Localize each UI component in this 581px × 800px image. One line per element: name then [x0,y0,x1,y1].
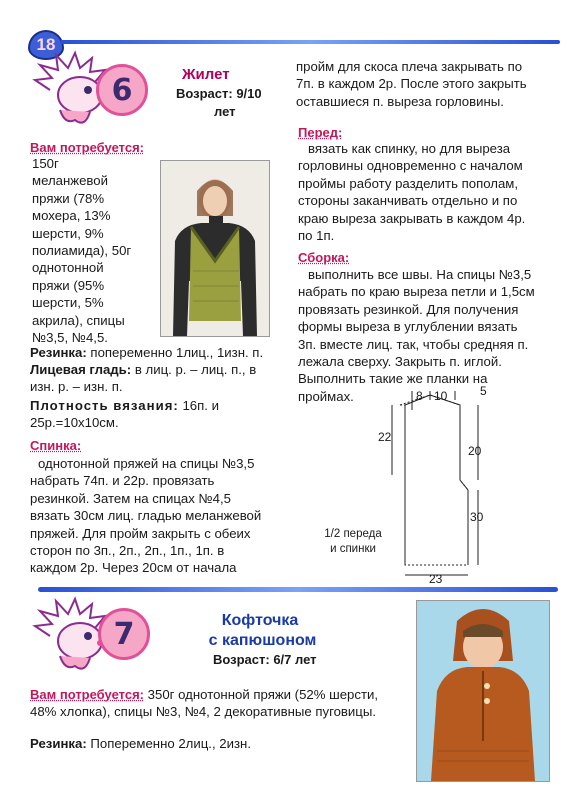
front-line: проймы работу разделить пополам, [298,175,519,191]
density-label: Плотность вязания: [30,398,179,413]
back-cont-line: оставшиеся п. выреза горловины. [296,93,504,109]
diagram-caption-line: и спинки [330,543,376,555]
hoodie-model-photo [416,600,550,782]
section7-title-line1: Кофточка [221,612,299,629]
stockinette-label: Лицевая гладь: [30,362,132,377]
back-cont-line: 7п. в каждом 2р. После этого закрыть [296,76,527,92]
stockinette-block [30,361,292,396]
rib-label-7: Резинка: [30,736,87,751]
back-line: сторон по 3п., 2п., 2п., 1п., 1п. в [30,543,225,559]
materials-line: пряжи (95% [32,277,105,293]
vest-model-photo [160,160,270,337]
section6-age-line2: лет [214,104,236,119]
density-block [30,397,292,432]
back-line: пряжей. Для пройм закрыть с обеих [30,525,251,541]
assembly-line: набрать по краю выреза петли и 1,5см [298,284,535,300]
materials-text-7: 350г однотонной пряжи (52% шерсти, [144,687,379,702]
back-line: однотонной пряжей на спицы №3,5 [38,456,255,471]
back-line: резинкой. Затем на спицах №4,5 [30,490,231,506]
back-instructions [30,455,292,577]
materials-line: полиамида), 50г [32,243,132,259]
materials-line: однотонной [32,260,104,276]
stockinette-text: в лиц. р. – лиц. п., в [131,362,257,377]
stockinette-text-2: изн. р. – изн. п. [30,379,123,395]
back-line: набрать 74п. и 22р. провязать [30,473,215,489]
top-divider [60,40,560,44]
diagram-label-20: 20 [468,444,482,458]
diagram-label-23: 23 [429,572,443,586]
diagram-caption-line: 1/2 переда [324,528,382,540]
section-number-7: 7 [98,608,150,660]
back-line: каждом 2р. Через 20см от начала [30,560,237,576]
diagram-label-22: 22 [378,430,392,444]
back-cont-line: пройм для скоса плеча закрывать по [296,59,523,74]
density-text: 16п. и [178,398,219,413]
density-text-2: 25р.=10x10см. [30,415,119,431]
section7-title-line2: с капюшоном [208,632,317,649]
materials-line: меланжевой [32,173,108,189]
section7-age: Возраст: 6/7 лет [213,652,317,667]
materials-line: 150г [32,156,59,171]
rib-text: попеременно 1лиц., 1изн. п. [86,345,264,360]
rib-line-7 [30,735,410,752]
diagram-label-8: 8 [416,389,423,403]
back-heading: Спинка: [30,438,82,453]
section6-title: Жилет [182,66,230,83]
front-line: стороны заканчивать отдельно и по [298,193,518,209]
back-line: вязать 30см лиц. гладью меланжевой [30,508,262,524]
diagram-label-5: 5 [480,384,487,398]
front-instructions [298,140,556,244]
assembly-line: проймах. [298,388,354,404]
rib-line-6 [30,344,292,361]
rib-text-7: Попеременно 2лиц., 2изн. [86,736,251,751]
assembly-line: провязать резинкой. Для получения [298,301,519,317]
diagram-caption [312,527,394,557]
assembly-line: формы выреза в углублении вязать [298,319,518,335]
diagram-label-10: 10 [434,389,448,403]
front-heading: Перед: [298,125,343,140]
front-line: краю выреза закрывать в каждом 4р. [298,210,526,226]
assembly-heading: Сборка: [298,250,350,265]
materials-line: акрила), спицы [32,312,125,328]
materials-text-7b: 48% хлопка), спицы №3, №4, 2 декоративные пуговицы. [30,704,376,720]
materials-line: мохера, 13% [32,208,111,224]
materials-heading-7: Вам потребуется: [30,687,144,702]
front-line: по 1п. [298,228,335,244]
materials-block-7 [30,686,410,721]
materials-line: шерсти, 5% [32,295,104,311]
rib-label: Резинка: [30,345,87,360]
materials-line: №3,5, №4,5. [32,330,108,346]
assembly-line: Выполнить такие же планки на [298,371,488,387]
materials-heading-6: Вам потребуется: [30,140,144,155]
front-line: горловины одновременно с началом [298,158,523,174]
page-number-badge: 18 [28,30,64,60]
front-line: вязать как спинку, но для выреза [308,141,511,156]
materials-line: пряжи (78% [32,190,105,206]
section-divider [38,587,558,592]
materials-list-6 [32,155,172,346]
assembly-line: 3п. вместе лиц. так, чтобы средняя п. [298,336,529,352]
back-continuation [296,58,558,110]
assembly-line: выполнить все швы. На спицы №3,5 [308,267,532,282]
diagram-label-30: 30 [470,510,484,524]
section-number-6: 6 [96,64,148,116]
section6-age-line1: Возраст: 9/10 [176,86,262,101]
materials-line: шерсти, 9% [32,225,104,241]
assembly-line: лежала сверху. Закрыть п. иглой. [298,354,502,370]
